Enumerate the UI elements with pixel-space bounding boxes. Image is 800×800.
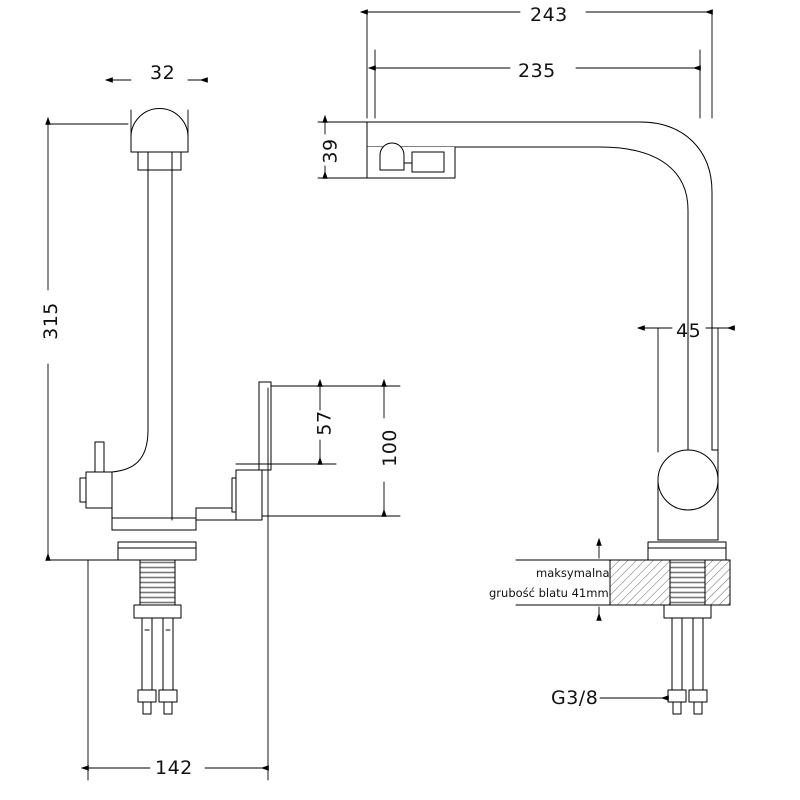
label-thread-g38: G3/8 [551, 687, 599, 709]
right-view-faucet [367, 122, 730, 714]
note-max-counter-thickness-line2: grubość blatu 41mm [489, 586, 609, 600]
dimension-label-57: 57 [313, 410, 336, 436]
dimension-label-315: 315 [39, 302, 62, 340]
dimension-label-45: 45 [676, 320, 702, 342]
dimension-label-235: 235 [518, 60, 556, 82]
dimension-label-100: 100 [378, 429, 401, 467]
dimension-label-39: 39 [319, 138, 342, 164]
dimension-label-142: 142 [155, 757, 193, 779]
left-view-faucet [80, 109, 271, 715]
note-max-counter-thickness-line1: maksymalna [536, 566, 610, 580]
dimension-label-32: 32 [150, 62, 176, 84]
dimension-label-243: 243 [530, 4, 568, 26]
